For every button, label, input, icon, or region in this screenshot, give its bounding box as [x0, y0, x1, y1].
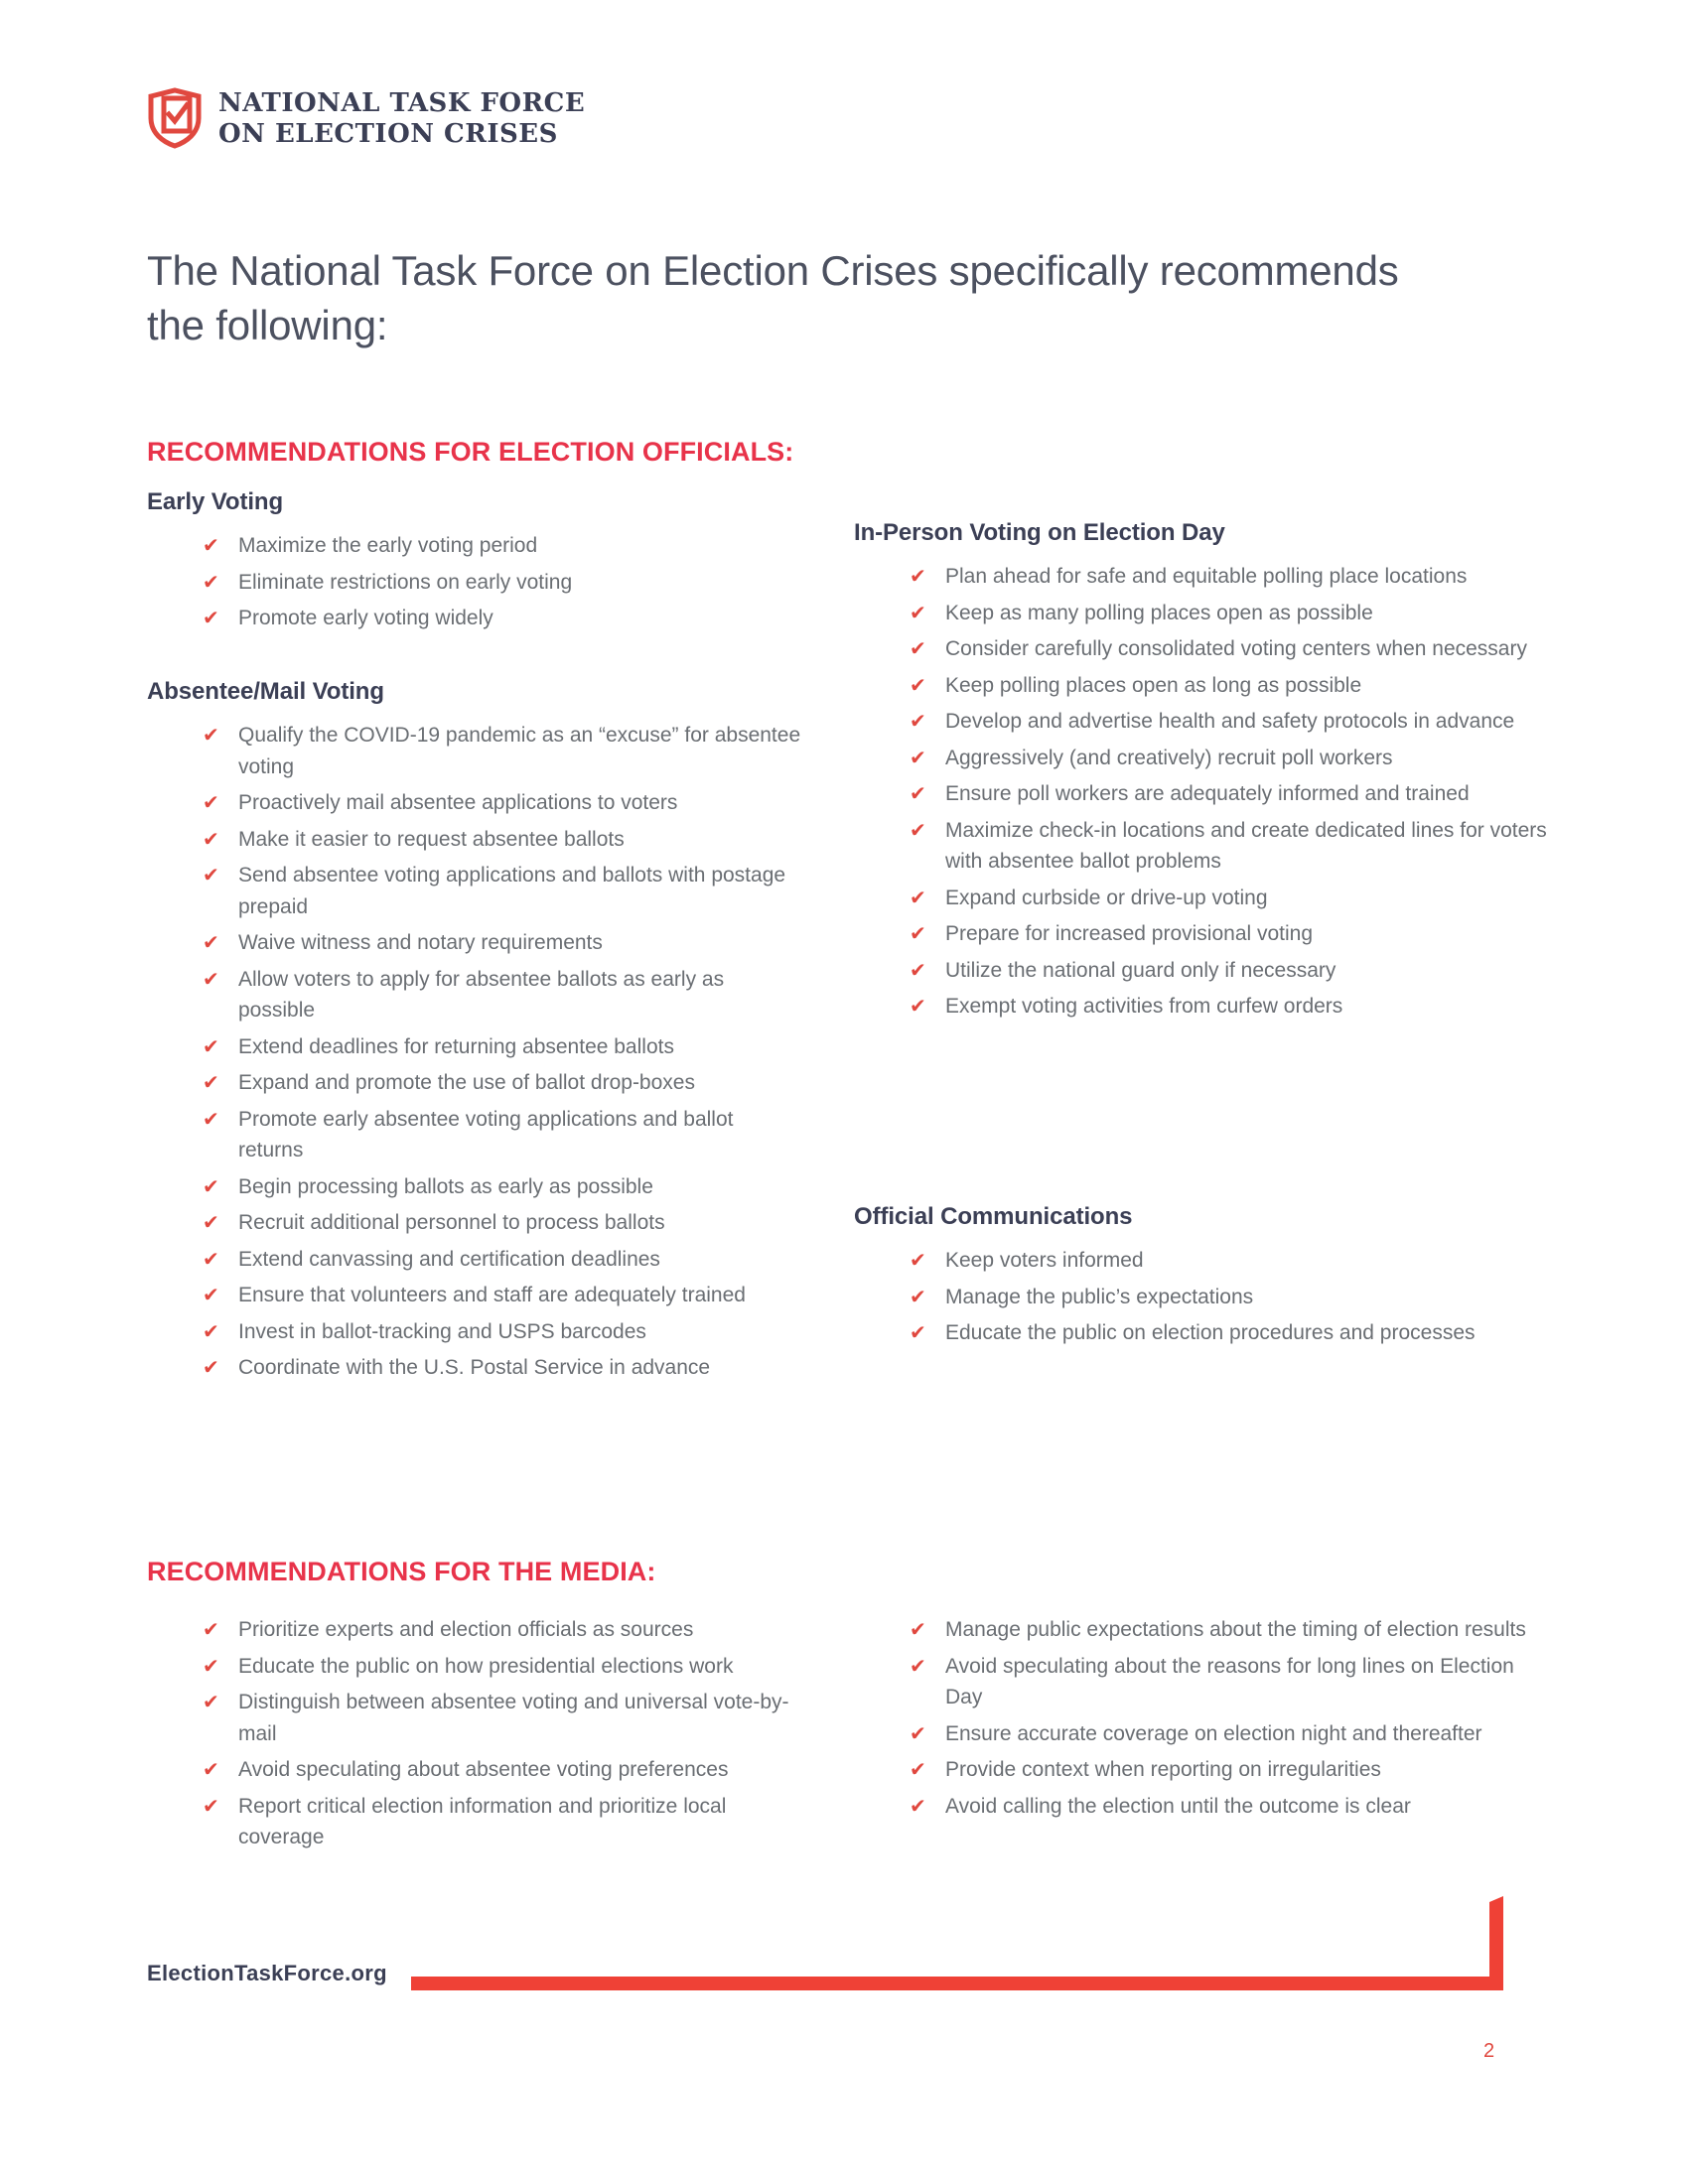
list-item [203, 1316, 802, 1348]
list-item-text: Prepare for increased provisional voting [945, 922, 1314, 945]
check-icon: ✔ [910, 1655, 926, 1678]
check-icon: ✔ [203, 828, 219, 851]
list-item [910, 1791, 1549, 1823]
list-item [203, 720, 802, 782]
list-item [910, 670, 1549, 702]
list-item-text: Report critical election information and prioritize local coverage [238, 1794, 727, 1848]
list-item-text: Allow voters to apply for absentee ballots as early as possible [238, 967, 725, 1022]
group-media-left [147, 1614, 802, 1858]
list-item-text: Ensure poll workers are adequately informed and trained [945, 782, 1470, 805]
list-item [910, 1245, 1549, 1277]
check-icon: ✔ [910, 1286, 926, 1308]
check-icon: ✔ [910, 819, 926, 842]
page-title: The National Task Force on Election Crises specifically recommends the following: [147, 247, 1399, 348]
list-item-text: Ensure that volunteers and staff are adequately trained [238, 1284, 746, 1306]
check-icon: ✔ [203, 725, 219, 747]
list-item-text: Keep voters informed [945, 1249, 1144, 1272]
list-item-text: Invest in ballot-tracking and USPS barcodes [238, 1319, 646, 1343]
list-item [203, 1754, 802, 1786]
check-icon: ✔ [910, 1322, 926, 1344]
list-item-text: Begin processing ballots as early as possible [238, 1174, 653, 1198]
check-icon: ✔ [910, 996, 926, 1018]
list-item [203, 1651, 802, 1683]
group-early-voting [147, 488, 782, 639]
list-item [203, 1280, 802, 1311]
group-in-person-voting [854, 519, 1549, 1027]
list-item [203, 1031, 802, 1063]
check-icon: ✔ [203, 1108, 219, 1131]
list-item-text: Proactively mail absentee applications to voters [238, 791, 678, 814]
section-title-media: RECOMMENDATIONS FOR THE MEDIA: [147, 1557, 656, 1587]
list-item [203, 1791, 802, 1853]
list-item [910, 883, 1549, 914]
list-item [203, 824, 802, 856]
logo-line-1: NATIONAL TASK FORCE [218, 87, 586, 118]
check-icon: ✔ [203, 1175, 219, 1198]
list-item [203, 1352, 802, 1384]
check-icon: ✔ [910, 711, 926, 733]
list-item-text: Plan ahead for safe and equitable polling place locations [945, 565, 1468, 588]
check-icon: ✔ [910, 566, 926, 588]
list-item-text: Exempt voting activities from curfew orders [945, 995, 1343, 1018]
list-in-person-voting [854, 561, 1549, 1023]
list-item [203, 567, 782, 599]
list-item [203, 927, 802, 959]
check-icon: ✔ [203, 1248, 219, 1271]
list-item-text: Provide context when reporting on irregularities [945, 1758, 1381, 1781]
list-item [910, 1651, 1549, 1713]
list-item [203, 530, 782, 562]
list-item-text: Recruit additional personnel to process ballots [238, 1211, 665, 1234]
list-item-text: Avoid speculating about absentee voting preferences [238, 1758, 729, 1781]
list-item-text: Expand and promote the use of ballot drop-boxes [238, 1071, 695, 1094]
list-item-text: Prioritize experts and election officials as sources [238, 1618, 694, 1641]
list-item [910, 633, 1549, 665]
check-icon: ✔ [203, 1795, 219, 1818]
list-item [910, 743, 1549, 774]
list-item [910, 778, 1549, 810]
check-icon: ✔ [910, 923, 926, 945]
list-item-text: Qualify the COVID-19 pandemic as an “excuse” for absentee voting [238, 724, 801, 778]
group-heading-early-voting: Early Voting [147, 488, 284, 515]
group-heading-official-communications: Official Communications [854, 1203, 1133, 1230]
list-item [203, 964, 802, 1026]
list-item [203, 787, 802, 819]
group-heading-absentee-mail-voting: Absentee/Mail Voting [147, 678, 384, 705]
logo-line-2: ON ELECTION CRISES [218, 118, 558, 149]
list-item [203, 1104, 802, 1166]
section-title-election-officials: RECOMMENDATIONS FOR ELECTION OFFICIALS: [147, 437, 794, 468]
list-item [910, 706, 1549, 738]
check-icon: ✔ [910, 674, 926, 697]
list-media-right [854, 1614, 1549, 1822]
logo-wordmark [218, 87, 586, 149]
check-icon: ✔ [910, 783, 926, 805]
list-item [203, 1171, 802, 1203]
check-icon: ✔ [203, 1212, 219, 1234]
list-item-text: Distinguish between absentee voting and universal vote-by-mail [238, 1691, 789, 1745]
list-item-text: Send absentee voting applications and ballots with postage prepaid [238, 864, 786, 918]
check-icon: ✔ [203, 865, 219, 887]
list-item-text: Waive witness and notary requirements [238, 931, 603, 954]
list-item [910, 1718, 1549, 1750]
footer-rule-vertical [1489, 1896, 1503, 1990]
list-item-text: Maximize check-in locations and create dedicated lines for voters with absentee ballot problems [945, 818, 1547, 873]
list-item [203, 1244, 802, 1276]
footer-rule-horizontal [411, 1977, 1503, 1990]
check-icon: ✔ [910, 602, 926, 624]
list-item-text: Consider carefully consolidated voting centers when necessary [945, 637, 1527, 660]
list-item-text: Coordinate with the U.S. Postal Service in advance [238, 1356, 711, 1379]
list-item [910, 1614, 1549, 1646]
list-item [910, 598, 1549, 629]
check-icon: ✔ [203, 1035, 219, 1058]
page-number: 2 [1483, 2040, 1495, 2062]
check-icon: ✔ [910, 1759, 926, 1781]
list-item [203, 603, 782, 634]
check-icon: ✔ [203, 1759, 219, 1781]
check-icon: ✔ [910, 1250, 926, 1272]
check-icon: ✔ [203, 792, 219, 814]
check-icon: ✔ [203, 608, 219, 629]
check-icon: ✔ [203, 1285, 219, 1306]
check-icon: ✔ [203, 1072, 219, 1094]
list-item [203, 1687, 802, 1749]
check-icon: ✔ [203, 1357, 219, 1379]
list-item [203, 860, 802, 922]
list-item-text: Develop and advertise health and safety protocols in advance [945, 710, 1515, 733]
list-item [910, 1317, 1549, 1349]
list-item-text: Promote early absentee voting applications and ballot returns [238, 1107, 734, 1161]
group-media-right [854, 1614, 1549, 1827]
list-item-text: Promote early voting widely [238, 607, 493, 629]
list-item [203, 1207, 802, 1239]
check-icon: ✔ [910, 887, 926, 909]
list-item [910, 561, 1549, 593]
list-item [910, 991, 1549, 1023]
list-item-text: Aggressively (and creatively) recruit poll workers [945, 746, 1393, 769]
list-item-text: Keep as many polling places open as possible [945, 601, 1373, 624]
list-item-text: Avoid calling the election until the outcome is clear [945, 1794, 1411, 1818]
list-media-left [147, 1614, 802, 1853]
check-icon: ✔ [910, 1722, 926, 1745]
check-icon: ✔ [910, 959, 926, 982]
shield-ballot-check-icon [147, 87, 203, 149]
list-item-text: Educate the public on how presidential elections work [238, 1654, 734, 1678]
list-item-text: Maximize the early voting period [238, 534, 538, 557]
masthead [147, 87, 585, 149]
check-icon: ✔ [203, 1655, 219, 1678]
group-absentee-mail-voting [147, 678, 802, 1389]
list-item [910, 955, 1549, 987]
group-official-communications [854, 1203, 1549, 1354]
list-item-text: Avoid speculating about the reasons for long lines on Election Day [945, 1654, 1514, 1708]
check-icon: ✔ [203, 932, 219, 954]
check-icon: ✔ [203, 571, 219, 594]
list-item-text: Utilize the national guard only if necessary [945, 958, 1336, 982]
list-early-voting [147, 530, 782, 634]
check-icon: ✔ [910, 1619, 926, 1641]
list-item-text: Educate the public on election procedures and processes [945, 1321, 1476, 1344]
check-icon: ✔ [910, 747, 926, 769]
list-item [910, 1754, 1549, 1786]
group-heading-in-person-voting: In-Person Voting on Election Day [854, 519, 1225, 546]
list-item-text: Make it easier to request absentee ballots [238, 827, 625, 851]
list-item-text: Manage public expectations about the timing of election results [945, 1618, 1526, 1641]
list-item-text: Eliminate restrictions on early voting [238, 570, 573, 594]
list-item [910, 815, 1549, 878]
list-item [203, 1614, 802, 1646]
check-icon: ✔ [910, 638, 926, 660]
check-icon: ✔ [203, 968, 219, 991]
list-item [910, 918, 1549, 950]
list-official-communications [854, 1245, 1549, 1349]
check-icon: ✔ [910, 1795, 926, 1818]
list-absentee-mail-voting [147, 720, 802, 1384]
check-icon: ✔ [203, 1692, 219, 1713]
list-item-text: Extend canvassing and certification deadlines [238, 1247, 660, 1271]
list-item-text: Expand curbside or drive-up voting [945, 886, 1268, 909]
list-item [910, 1282, 1549, 1313]
check-icon: ✔ [203, 1320, 219, 1343]
list-item-text: Manage the public’s expectations [945, 1285, 1254, 1308]
list-item-text: Extend deadlines for returning absentee ballots [238, 1034, 674, 1058]
footer-website-url[interactable]: ElectionTaskForce.org [147, 1961, 387, 1985]
check-icon: ✔ [203, 1619, 219, 1641]
list-item-text: Ensure accurate coverage on election night and thereafter [945, 1721, 1482, 1745]
list-item [203, 1067, 802, 1099]
list-item-text: Keep polling places open as long as possible [945, 673, 1362, 697]
check-icon: ✔ [203, 535, 219, 557]
